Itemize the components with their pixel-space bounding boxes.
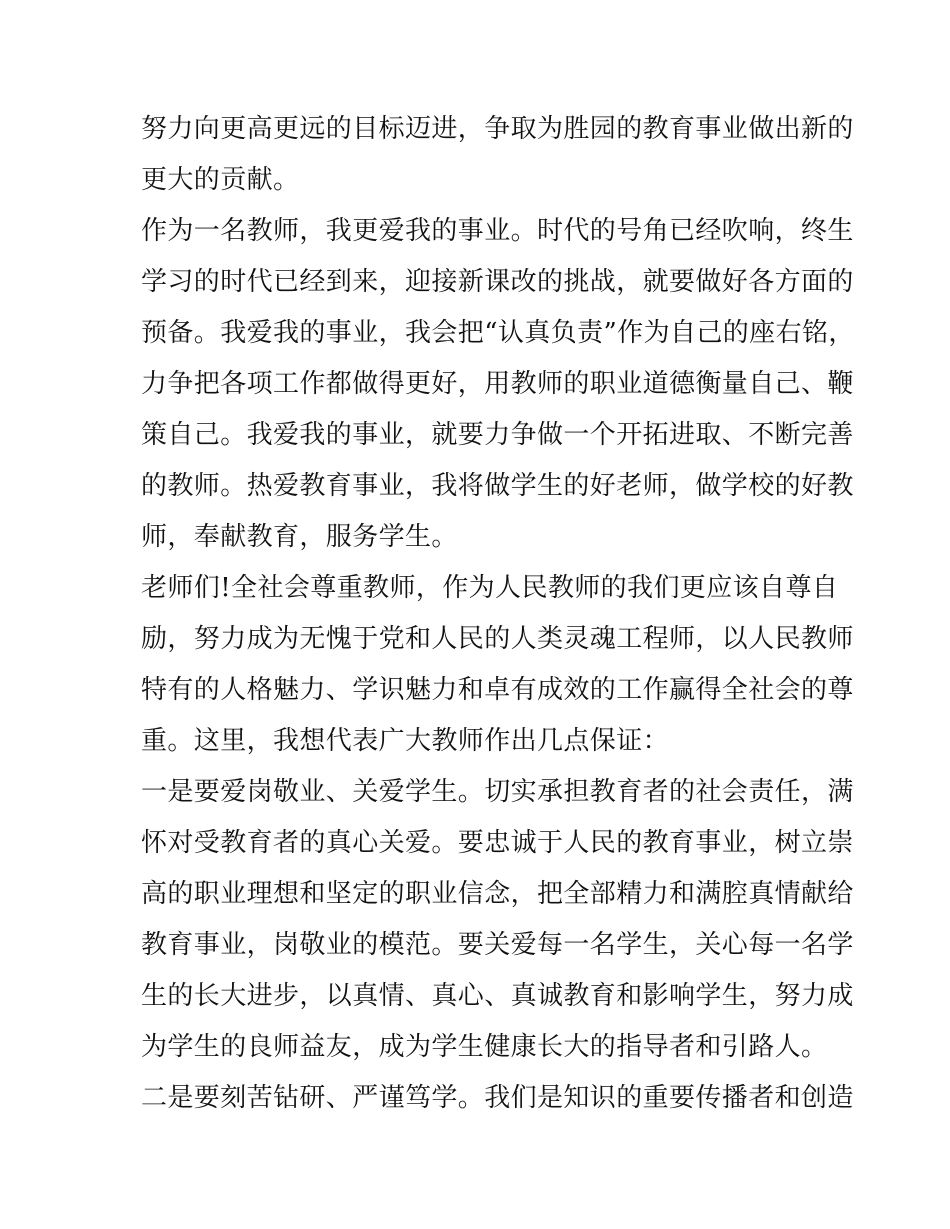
- text-line: 高的职业理想和坚定的职业信念，把全部精力和满腔真情献给: [141, 879, 854, 909]
- text-line: 励，努力成为无愧于党和人民的人类灵魂工程师，以人民教师: [141, 624, 854, 654]
- text-line: 策自己。我爱我的事业，就要力争做一个开拓进取、不断完善: [141, 420, 854, 450]
- text-line: 一是要爱岗敬业、关爱学生。切实承担教育者的社会责任，满: [141, 777, 854, 807]
- text-line: 的教师。热爱教育事业，我将做学生的好老师，做学校的好教: [141, 471, 854, 501]
- text-line: 更大的贡献。: [141, 165, 300, 195]
- text-line: 学习的时代已经到来，迎接新课改的挑战，就要做好各方面的: [141, 267, 854, 297]
- text-line: 二是要刻苦钻研、严谨笃学。我们是知识的重要传播者和创造: [141, 1083, 854, 1113]
- text-line: 预备。我爱我的事业，我会把“认真负责”作为自己的座右铭，: [141, 318, 855, 348]
- text-line: 老师们!全社会尊重教师，作为人民教师的我们更应该自尊自: [141, 573, 839, 603]
- text-line: 生的长大进步，以真情、真心、真诚教育和影响学生，努力成: [141, 981, 854, 1011]
- document-body: [141, 104, 855, 1124]
- text-line: 怀对受教育者的真心关爱。要忠诚于人民的教育事业，树立崇: [141, 828, 854, 858]
- text-line: 为学生的良师益友，成为学生健康长大的指导者和引路人。: [141, 1032, 828, 1062]
- text-line: 重。这里，我想代表广大教师作出几点保证：: [141, 726, 670, 756]
- text-line: 作为一名教师，我更爱我的事业。时代的号角已经吹响，终生: [141, 216, 854, 246]
- text-line: 教育事业，岗敬业的模范。要关爱每一名学生，关心每一名学: [141, 930, 854, 960]
- text-line: 力争把各项工作都做得更好，用教师的职业道德衡量自己、鞭: [141, 369, 854, 399]
- text-line: 师，奉献教育，服务学生。: [141, 522, 458, 552]
- text-line: 特有的人格魅力、学识魅力和卓有成效的工作赢得全社会的尊: [141, 675, 854, 705]
- text-line: 努力向更高更远的目标迈进，争取为胜园的教育事业做出新的: [141, 114, 854, 144]
